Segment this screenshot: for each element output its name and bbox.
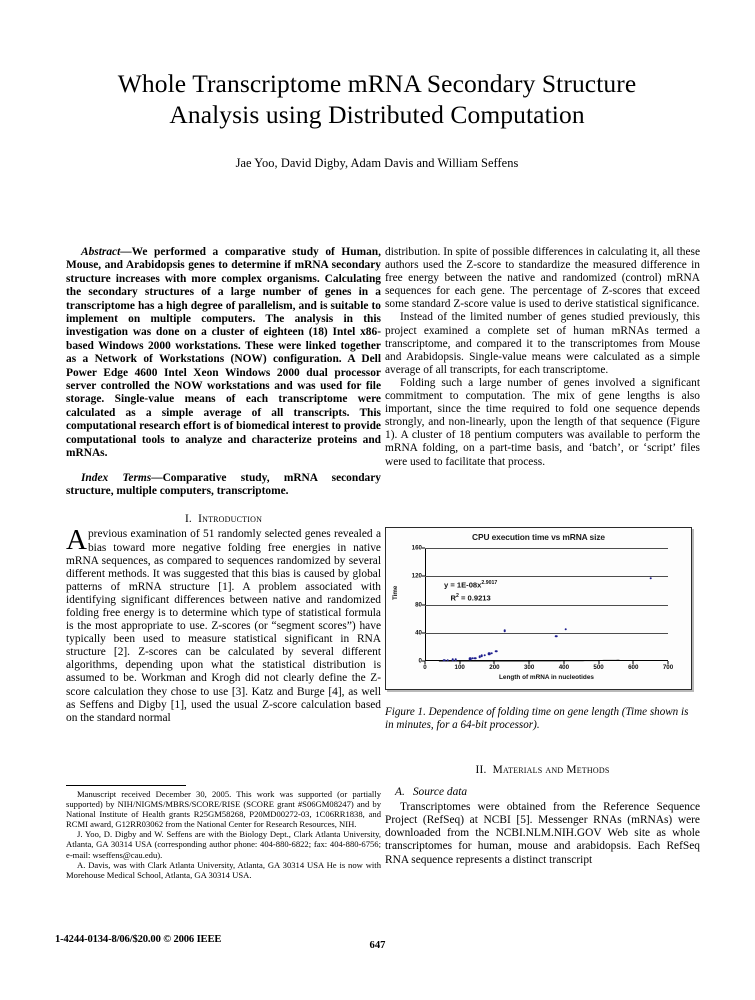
left-column	[66, 246, 381, 725]
chart-data-point	[443, 659, 446, 662]
chart-x-tick-label: 500	[593, 664, 604, 671]
chart-equation-exponent: 2.9017	[481, 580, 498, 586]
intro-paragraph-text: previous examination of 51 randomly selected genes revealed a bias toward more negative folding free energies in native mRNA sequences, as compared to sequences randomized by several different methods. It was suggested that this bias is caused by global patterns of mRNA structure [1]. A problem associated with identifying significant differences between native and randomized folding free energy is to determine which type of statistical formula is the most appropriate to use. Z-scores (or “segment scores”) have typically been used to measure statistical significant in RNA structure [2]. Z-scores can be calculated by several different algorithms, depending upon what the statistical distribution is assumed to be. Workman and Krogh did not clearly define the Z-score calculation they chose to use [3]. Katz and Burge [4], as well as Seffens and Digby [1], used the usual Z-score calculation based on the standard normal	[66, 528, 381, 724]
index-terms-text: Comparative study, mRNA secondary structure, multiple computers, transcriptome.	[66, 471, 381, 497]
chart-y-tick-label: 0	[418, 657, 422, 665]
drop-cap: A	[66, 524, 87, 557]
footnote-funding: Manuscript received December 30, 2005. This work was supported (or partially supported) by NIH/NIGMS/MBRS/SCORE/RISE (SCORE grant #S06GM08247) and by National Institute of Health grants R25GM58268, P20MD00272-03, 1C06RR1838, and RCMI award, G12RR03062 from the National Center for Research Resources, NIH.	[66, 789, 381, 830]
chart-title: CPU execution time vs mRNA size	[472, 532, 605, 542]
chart-y-tick-label: 160	[411, 544, 422, 552]
chart-data-point	[483, 654, 486, 657]
chart-x-tick-label: 100	[454, 664, 465, 671]
chart-rsquared-label: R	[450, 593, 456, 603]
right-column	[385, 246, 700, 469]
chart-x-tick-label: 400	[558, 664, 570, 671]
chart-x-tick-label: 600	[628, 664, 639, 671]
methods-paragraph-1: Transcriptomes were obtained from the Reference Sequence Project (RefSeq) at NCBI [5]. Messenger RNAs (mRNAs) were downloaded from the NCBI.NLM.NIH.GOV Web site as whole transcriptomes for human, mouse and arabidopsis. Each RefSeq RNA sequence represents a distinct transcript	[385, 801, 700, 866]
chart-x-tick-label: 0	[423, 664, 427, 671]
index-terms-label: Index Terms	[81, 471, 152, 484]
chart-data-point	[504, 629, 507, 632]
index-terms-paragraph	[66, 472, 381, 499]
page-title: Whole Transcriptome mRNA Secondary Structure Analysis using Distributed Computation	[117, 69, 637, 129]
footer-page-number: 647	[369, 940, 386, 951]
paragraph-2: Instead of the limited number of genes studied previously, this project examined a complete set of human mRNAs termed a transcriptome, and compared it to the transcriptomes from Mouse and Arabidopsis. Single-value means were calculated as a simple average of all transcripts, for each transcriptome.	[385, 311, 700, 376]
paragraph-3: Folding such a large number of genes involved a significant commitment to computation. The mix of gene lengths is also important, since the time required to fold one sequence depends strongly, and non-linearly, upon the length of that sequence (Figure 1). A cluster of 18 pentium computers was available to perform the mRNA folding, on a part-time basis, and ‘batch’, or ‘script’ files were used to facilitate that process.	[385, 376, 700, 468]
title-block	[92, 68, 662, 171]
subsection-title: Source data	[412, 786, 468, 799]
chart-x-tick-label: 200	[489, 664, 500, 671]
chart-equation-annotation	[444, 578, 497, 603]
footnote-block	[66, 789, 381, 880]
chart-y-tick-label: 120	[411, 572, 422, 580]
footer-isbn: 1-4244-0134-8/06/$20.00 © 2006 IEEE	[55, 934, 222, 945]
chart-data-point	[564, 628, 567, 631]
subsection-heading-source-data	[385, 786, 700, 799]
chart-data-point	[555, 635, 558, 638]
methods-column	[385, 764, 700, 867]
section-numeral: I.	[184, 513, 192, 526]
section-title: Introduction	[198, 513, 263, 526]
chart-plot-area	[411, 544, 674, 671]
footnote-affiliation-1: J. Yoo, D. Digby and W. Seffens are with the Biology Dept., Clark Atlanta University, Atlanta, GA 30314 USA (corresponding author phone: 404-880-6822; fax: 404-880-6756; e-mail: wseffens@cau.edu).	[66, 829, 381, 860]
section-heading-methods	[385, 764, 700, 777]
section-heading-introduction	[66, 513, 381, 526]
chart-y-tick-label: 40	[415, 629, 422, 637]
chart-y-axis-title: Time	[392, 585, 399, 600]
chart-points-layer	[425, 548, 668, 661]
chart-rsquared-line	[444, 591, 497, 604]
chart-rsquared-sup: 2	[455, 592, 459, 599]
chart-equation: y = 1E-08x	[444, 580, 482, 590]
abstract-text: We performed a comparative study of Human, Mouse, and Arabidopsis genes to determine if mRNA secondary structure increases with more complex organisms. Calculating the secondary structures of a large number of genes in a transcriptome has a high degree of parallelism, and is suitable to implement on multiple computers. The analysis in this investigation was done on a cluster of eighteen (18) Intel x86-based Windows 2000 workstations. These were linked together as a Network of Workstations (NOW) configuration. A Dell Power Edge 4600 Intel Xeon Windows 2000 dual processor server controlled the NOW workstations and was used for file storage. Single-value means of each transcriptome were calculated as a simple average of all transcripts. This computational research effort is of biomedical interest to provide computational tools to analyze and characterize proteins and mRNAs.	[66, 246, 381, 460]
chart-data-point	[454, 658, 457, 661]
abstract-paragraph	[66, 246, 381, 461]
abstract-label: Abstract	[81, 246, 121, 258]
chart-rsquared-value: = 0.9213	[460, 593, 491, 603]
section-title: Materials and Methods	[492, 764, 610, 776]
chart-data-point	[490, 652, 493, 655]
continued-paragraph: distribution. In spite of possible differences in calculating it, all these authors used the Z-score to standardize the measured difference in free energy between the native and randomized (control) mRNA sequences for each gene. The percentage of Z-scores that exceed some standard Z-score value is used to derive statistical significance.	[385, 246, 700, 311]
chart-equation-line	[444, 578, 497, 591]
index-terms-dash: —	[151, 471, 163, 484]
section-numeral: II.	[475, 764, 487, 776]
footnote-affiliation-2: A. Davis, was with Clark Atlanta University, Atlanta, GA 30314 USA He is now with Morehouse Medical School, Atlanta, GA 30314 USA.	[66, 859, 381, 880]
intro-paragraph	[66, 524, 381, 724]
chart-x-tick-label: 300	[523, 664, 535, 671]
subsection-label: A.	[395, 786, 405, 799]
figure-1-chart	[385, 527, 692, 690]
chart-data-point	[474, 657, 477, 660]
chart-y-tick-label: 80	[415, 601, 422, 608]
chart-x-axis-title: Length of mRNA in nucleotides	[499, 674, 594, 681]
abstract-dash: —	[120, 246, 132, 258]
chart-data-point	[446, 659, 449, 662]
footnote-divider	[66, 785, 186, 786]
author-list: Jae Yoo, David Digby, Adam Davis and William Seffens	[235, 156, 519, 170]
figure-1-caption: Figure 1. Dependence of folding time on gene length (Time shown is in minutes, for a 64-bit processor).	[385, 706, 689, 731]
chart-data-point	[495, 650, 498, 653]
chart-data-point	[649, 577, 652, 580]
chart-x-tick-label: 700	[662, 664, 674, 671]
